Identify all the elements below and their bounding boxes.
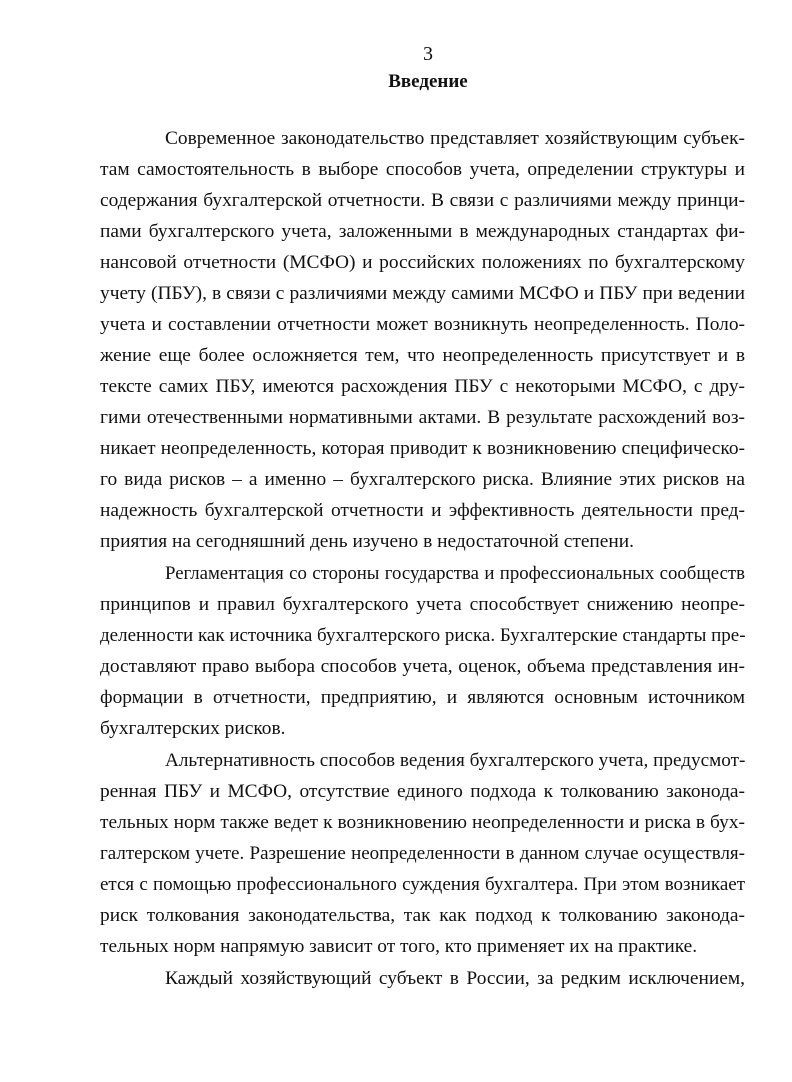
paragraph-line: надежность бухгалтерской отчетности и эффективность деятельности пред- — [100, 500, 745, 521]
paragraph-line: тельных норм также ведет к возникновению неопределенности и риска в бух- — [100, 812, 745, 833]
paragraph-line: никает неопределенность, которая приводит к возникновению специфическо- — [100, 438, 745, 459]
paragraph-line: гими отечественными нормативными актами. В результате расхождений воз- — [100, 407, 745, 428]
paragraph-line: бухгалтерских рисков. — [100, 718, 286, 739]
paragraph-line: пами бухгалтерского учета, заложенными в международных стандартах фи- — [100, 221, 745, 242]
paragraph-line: деленности как источника бухгалтерского риска. Бухгалтерские стандарты пре- — [100, 625, 746, 646]
paragraph-line: тельных норм напрямую зависит от того, кто применяет их на практике. — [100, 936, 698, 957]
paragraph-line: галтерском учете. Разрешение неопределенности в данном случае осуществля- — [100, 843, 745, 864]
paragraph-line: Регламентация со стороны государства и профессиональных сообществ — [165, 563, 745, 584]
paragraph-line: формации в отчетности, предприятию, и являются основным источником — [100, 687, 745, 708]
section-heading: Введение — [388, 71, 468, 92]
paragraph-line: Альтернативность способов ведения бухгалтерского учета, предусмот- — [165, 750, 746, 771]
paragraph-line: учету (ПБУ), в связи с различиями между самими МСФО и ПБУ при ведении — [100, 283, 745, 304]
paragraph-line: жение еще более осложняется тем, что неопределенность присутствует и в — [100, 345, 745, 366]
paragraph-line: содержания бухгалтерской отчетности. В связи с различиями между принци- — [100, 190, 745, 211]
paragraph-line: ренная ПБУ и МСФО, отсутствие единого подхода к толкованию законода- — [100, 781, 745, 802]
paragraph-line: доставляют право выбора способов учета, оценок, объема представления ин- — [100, 656, 745, 677]
paragraph-line: ется с помощью профессионального суждения бухгалтера. При этом возникает — [100, 874, 745, 895]
paragraph-line: го вида рисков – а именно – бухгалтерского риска. Влияние этих рисков на — [100, 469, 745, 490]
paragraph-line: Каждый хозяйствующий субъект в России, за редким исключением, — [165, 968, 745, 989]
page-number: 3 — [423, 43, 433, 65]
paragraph-line: нансовой отчетности (МСФО) и российских положениях по бухгалтерскому — [100, 252, 745, 273]
paragraph-line: учета и составлении отчетности может возникнуть неопределенность. Поло- — [100, 314, 745, 335]
paragraph-line: принципов и правил бухгалтерского учета способствует снижению неопре- — [100, 594, 745, 615]
paragraph-line: тексте самих ПБУ, имеются расхождения ПБУ с некоторыми МСФО, с дру- — [100, 376, 745, 397]
paragraph-line: Современное законодательство представляет хозяйствующим субъек- — [165, 128, 745, 149]
paragraph-line: там самостоятельность в выборе способов учета, определении структуры и — [100, 159, 745, 180]
paragraph-line: риск толкования законодательства, так как подход к толкованию законода- — [100, 905, 745, 926]
paragraph-line: приятия на сегодняшний день изучено в недостаточной степени. — [100, 531, 635, 552]
